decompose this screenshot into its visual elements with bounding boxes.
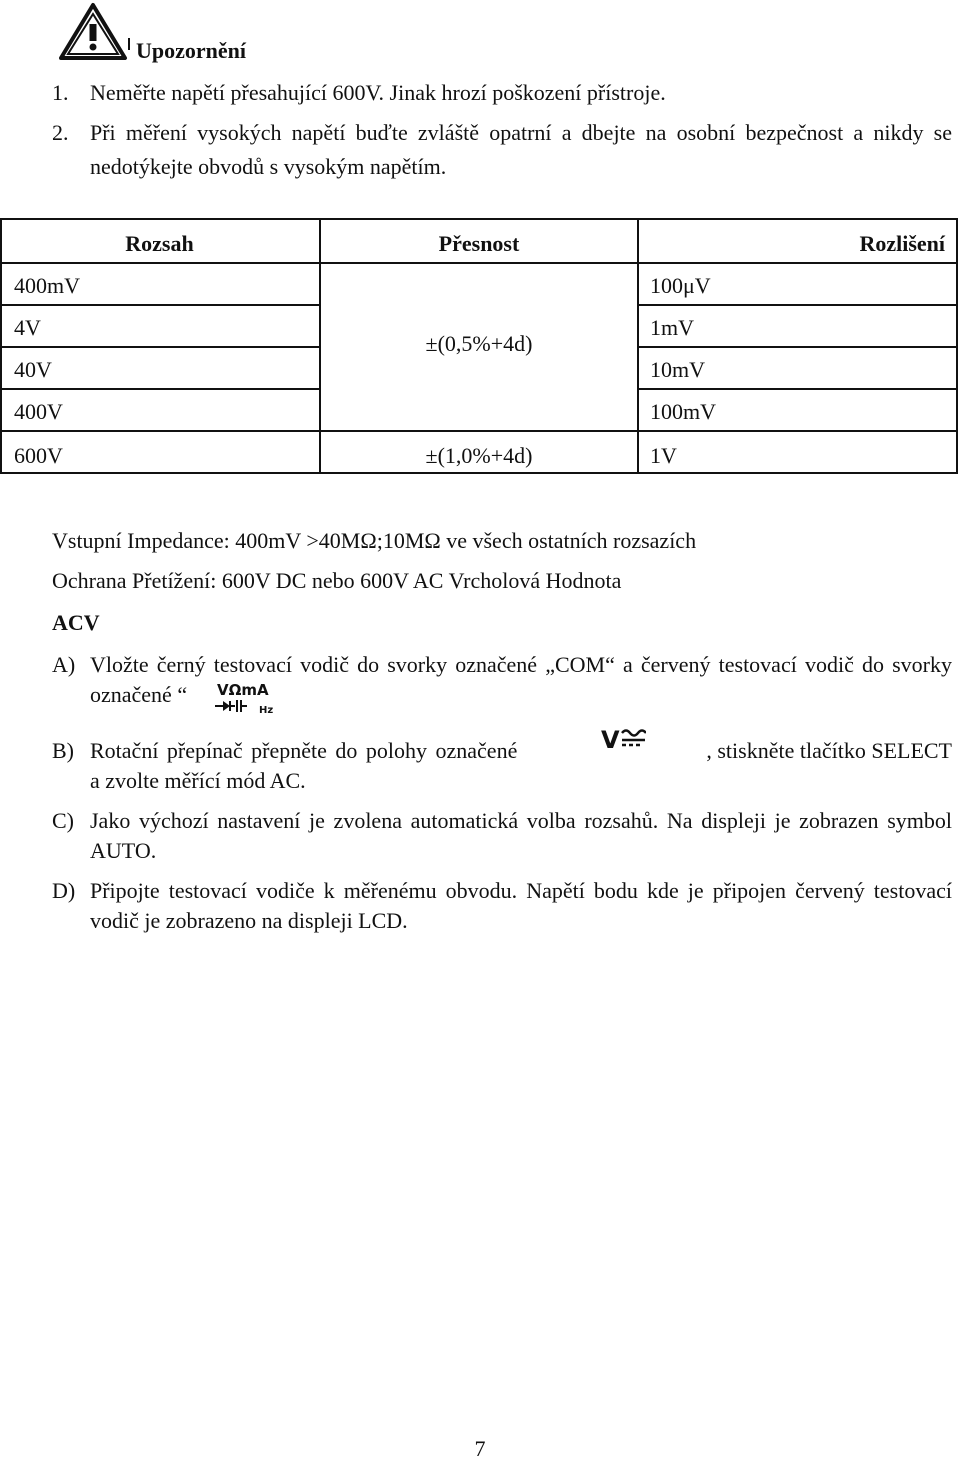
vomega-ma-hz-terminal-icon <box>215 680 277 714</box>
resolution-cell: 100mV <box>650 399 716 424</box>
spec-table <box>0 218 958 474</box>
step-d <box>52 876 952 940</box>
spec-impedance: Vstupní Impedance: 400mV >40MΩ;10MΩ ve všech ostatních rozsazích <box>52 528 697 553</box>
svg-text:VΩmA: VΩmA <box>217 681 269 699</box>
warning-header <box>58 2 378 64</box>
resolution-cell: 100μV <box>650 273 711 298</box>
range-cell: 40V <box>14 357 52 382</box>
step-text: Rotační přepínač přepněte do polohy označené <box>90 738 518 763</box>
range-cell: 400V <box>14 399 63 424</box>
table-row-divider <box>637 388 958 390</box>
step-text: Jako výchozí nastavení je zvolena automatická volba rozsahů. Na displeji je zobrazen symbol AUTO. <box>90 808 952 863</box>
step-label: A) <box>52 652 76 677</box>
step-text: , stiskněte tlačítko SELECT <box>706 738 952 763</box>
table-row-divider <box>637 304 958 306</box>
step-b <box>52 726 952 800</box>
table-row-divider <box>0 304 319 306</box>
warning-item-text: Neměřte napětí přesahující 600V. Jinak hrozí poškození přístroje. <box>90 80 666 105</box>
range-cell: 400mV <box>14 273 80 298</box>
warning-item-1 <box>52 76 952 110</box>
warning-item-number: 1. <box>52 80 69 105</box>
step-a <box>52 650 952 714</box>
warning-item-text: Při měření vysokých napětí buďte zvláště opatrní a dbejte na osobní bezpečnost a nikdy se nedotýkejte obvodů s vysokým napětím. <box>90 120 952 179</box>
header-resolution: Rozlišení <box>859 231 945 256</box>
warning-triangle-icon <box>58 2 128 62</box>
step-text: Vložte černý testovací vodič do svorky označené „COM“ a červený testovací vodič do svorky označené “ <box>90 652 952 707</box>
step-label: D) <box>52 878 76 903</box>
table-border-bottom <box>0 472 958 474</box>
v-symbol-letter: V <box>601 726 620 754</box>
warning-item-2 <box>52 116 952 184</box>
table-row-divider <box>637 346 958 348</box>
warning-item-number: 2. <box>52 120 69 145</box>
step-c <box>52 806 952 870</box>
step-label: C) <box>52 808 74 833</box>
accuracy-cell: ±(1,0%+4d) <box>425 443 533 468</box>
page-number: 7 <box>474 1436 486 1461</box>
svg-text:Hz: Hz <box>259 705 274 714</box>
header-range: Rozsah <box>125 231 194 256</box>
step-text: Připojte testovací vodiče k měřenému obvodu. Napětí bodu kde je připojen červený testovací vodič je zobrazeno na displeji LCD. <box>90 878 952 933</box>
spec-overload: Ochrana Přetížení: 600V DC nebo 600V AC Vrcholová Hodnota <box>52 568 622 593</box>
range-cell: 600V <box>14 443 63 468</box>
header-accuracy: Přesnost <box>438 231 520 256</box>
step-label: B) <box>52 738 74 763</box>
table-row-divider <box>0 346 319 348</box>
step-text-block <box>90 650 952 714</box>
section-title: ACV <box>52 610 100 635</box>
table-row-divider <box>0 388 319 390</box>
accuracy-cell: ±(0,5%+4d) <box>425 331 533 356</box>
table-row-divider <box>0 430 958 432</box>
range-cell: 4V <box>14 315 41 340</box>
v-ac-dc-icon <box>600 724 646 754</box>
warning-title: Upozornění <box>136 38 246 63</box>
resolution-cell: 10mV <box>650 357 705 382</box>
warning-divider <box>128 38 130 50</box>
step-text: a zvolte měřící mód AC. <box>90 768 306 793</box>
resolution-cell: 1mV <box>650 315 694 340</box>
table-border-top <box>0 218 958 220</box>
resolution-cell: 1V <box>650 443 677 468</box>
table-row-divider <box>0 262 958 264</box>
